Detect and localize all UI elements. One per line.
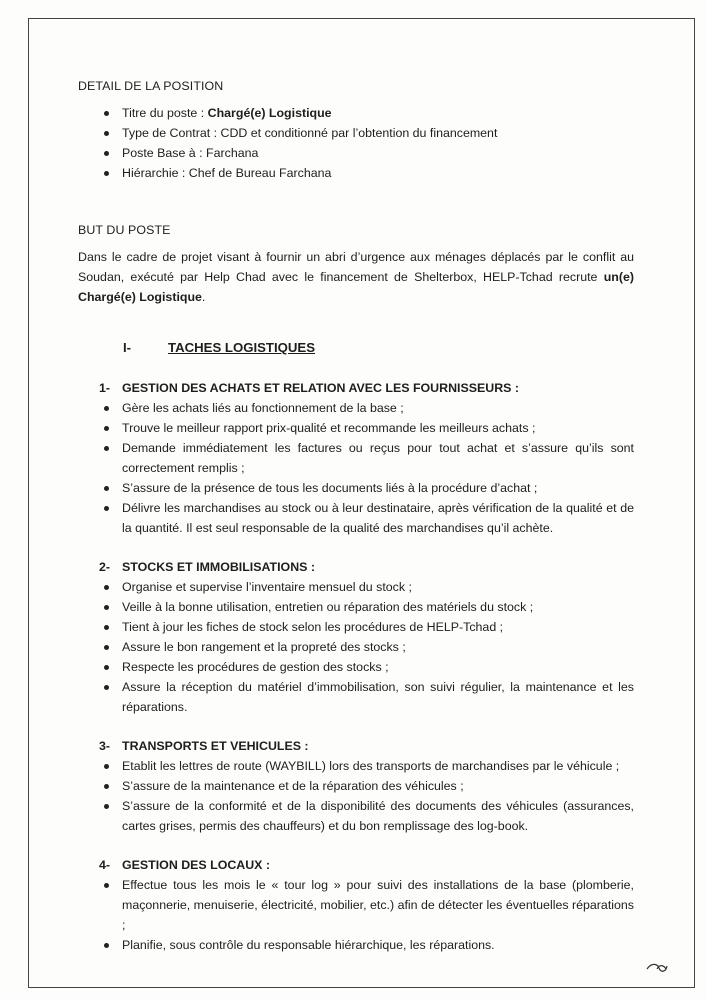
task-group-title: 1- GESTION DES ACHATS ET RELATION AVEC LES FOURNISSEURS : <box>99 381 519 395</box>
list-item: Organise et supervise l’inventaire mensuel du stock ; <box>78 577 634 597</box>
task-group-title: 2- STOCKS ET IMMOBILISATIONS : <box>99 560 315 574</box>
task-group-title: 3- TRANSPORTS ET VEHICULES : <box>99 739 309 753</box>
list-item: Etablit les lettres de route (WAYBILL) lors des transports de marchandises par le véhicule ; <box>78 756 634 776</box>
handwritten-initial <box>645 960 669 976</box>
position-section-title: DETAIL DE LA POSITION <box>78 79 224 93</box>
list-item: Veille à la bonne utilisation, entretien ou réparation des matériels du stock ; <box>78 597 634 617</box>
list-item: Planifie, sous contrôle du responsable hiérarchique, les réparations. <box>78 935 634 955</box>
list-item: Assure la réception du matériel d’immobilisation, son suivi régulier, la maintenance et les réparations. <box>78 677 634 717</box>
list-item: Gère les achats liés au fonctionnement de la base ; <box>78 398 634 418</box>
list-item: S’assure de la présence de tous les documents liés à la procédure d’achat ; <box>78 478 634 498</box>
list-item: S’assure de la maintenance et de la réparation des véhicules ; <box>78 776 634 796</box>
list-item: Effectue tous les mois le « tour log » pour suivi des installations de la base (plomberie, maçonnerie, menuiserie, électricité, mobilier, etc.) afin de détecter les éventuelles réparations ; <box>78 875 634 935</box>
list-item: S’assure de la conformité et de la disponibilité des documents des véhicules (assurances, cartes grises, permis des chauffeurs) et du bon remplissage des log-book. <box>78 796 634 836</box>
list-item: Type de Contrat : CDD et conditionné par l’obtention du financement <box>78 123 634 143</box>
purpose-section-title: BUT DU POSTE <box>78 223 171 237</box>
list-item: Respecte les procédures de gestion des stocks ; <box>78 657 634 677</box>
task-group-title: 4- GESTION DES LOCAUX : <box>99 858 271 872</box>
task-group-stocks <box>78 557 634 717</box>
list-item: Délivre les marchandises au stock ou à leur destinataire, après vérification de la qualité et de la quantité. Il est seul responsable de la qualité des marchandises qu’il achète. <box>78 498 634 538</box>
task-group-premises <box>78 855 634 955</box>
position-details-list <box>78 103 634 183</box>
list-item: Hiérarchie : Chef de Bureau Farchana <box>78 163 634 183</box>
purpose-paragraph: Dans le cadre de projet visant à fournir un abri d’urgence aux ménages déplacés par le conflit au Soudan, exécuté par Help Chad avec le financement de Shelterbox, HELP-Tchad recrute un(e) Chargé(e) Logistique. <box>78 250 634 304</box>
tasks-heading: I- TACHES LOGISTIQUES <box>123 340 316 355</box>
task-group-transport <box>78 736 634 836</box>
document-body <box>78 76 634 955</box>
list-item: Demande immédiatement les factures ou reçus pour tout achat et s’assure qu’ils sont correctement remplis ; <box>78 438 634 478</box>
list-item: Assure le bon rangement et la propreté des stocks ; <box>78 637 634 657</box>
list-item: Titre du poste : Chargé(e) Logistique <box>78 103 634 123</box>
list-item: Tient à jour les fiches de stock selon les procédures de HELP-Tchad ; <box>78 617 634 637</box>
list-item: Poste Base à : Farchana <box>78 143 634 163</box>
task-group-purchases <box>78 378 634 538</box>
list-item: Trouve le meilleur rapport prix-qualité et recommande les meilleurs achats ; <box>78 418 634 438</box>
